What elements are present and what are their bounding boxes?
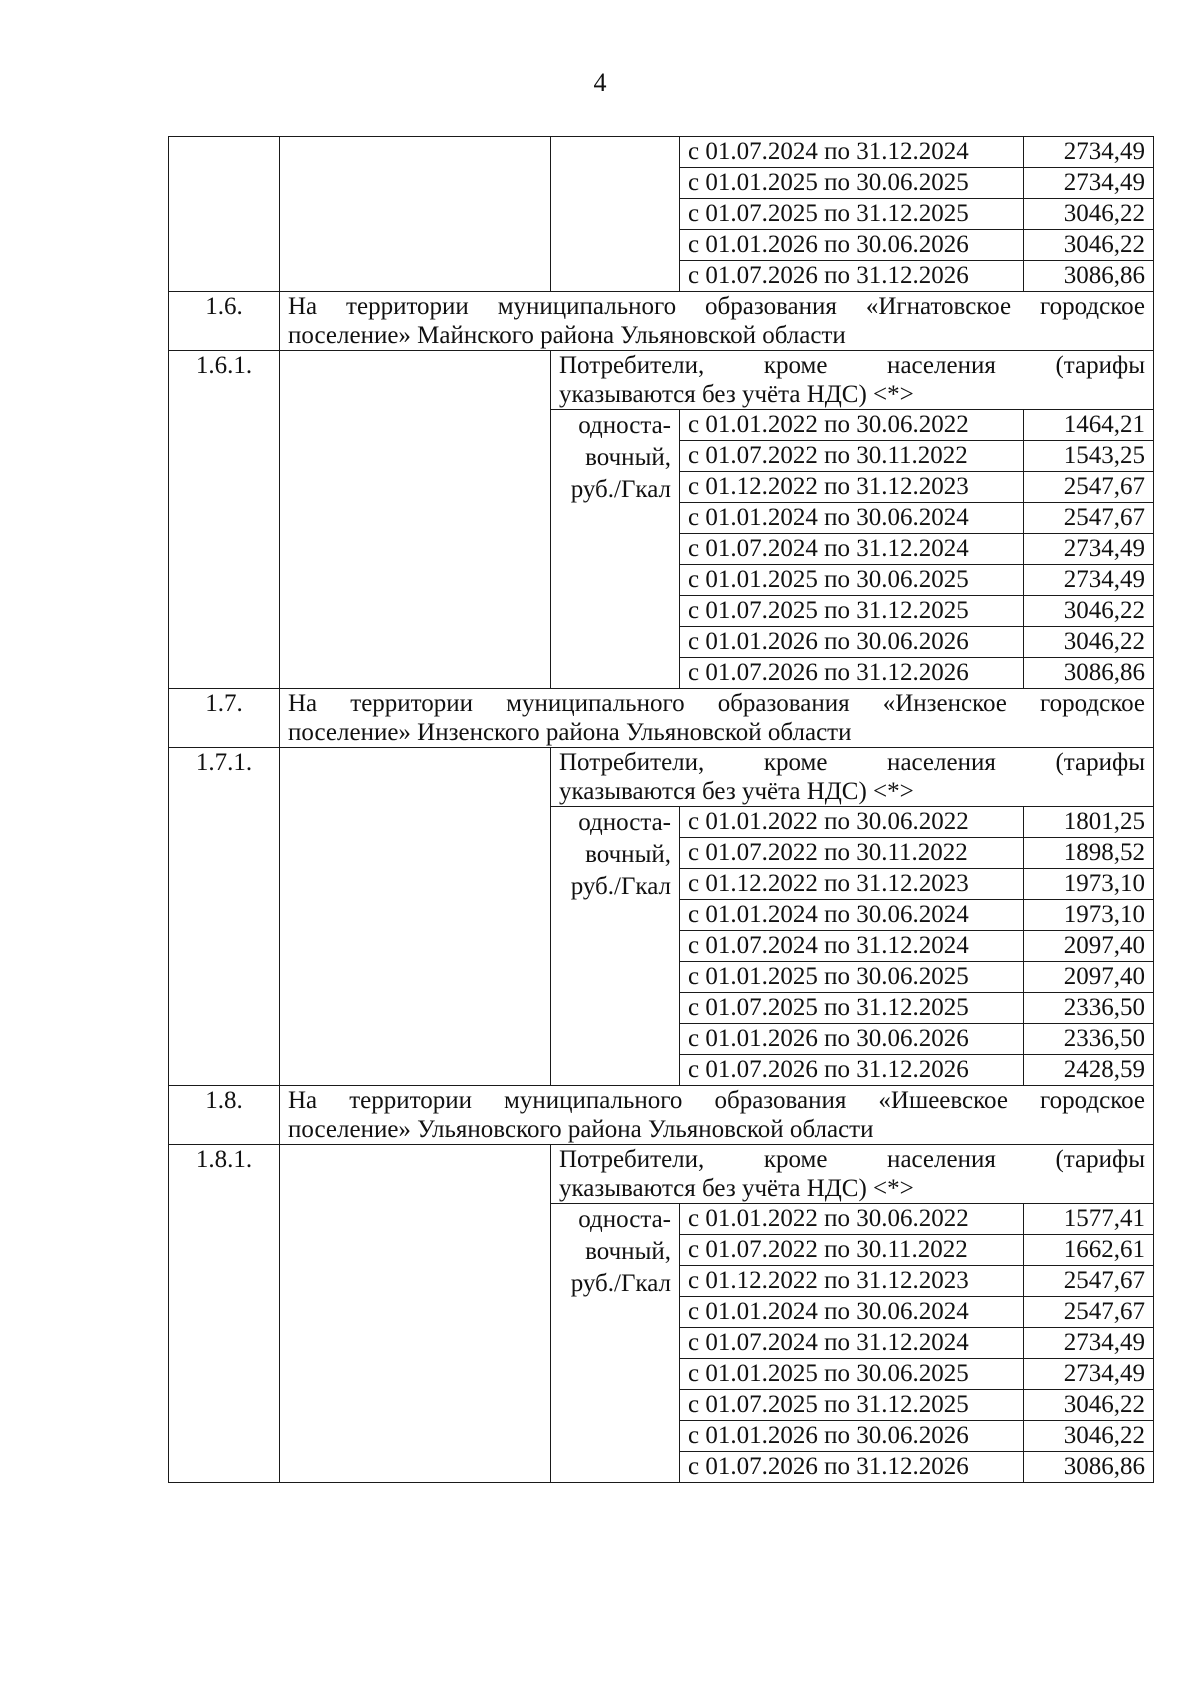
period-cell: с 01.01.2022 по 30.06.2022 [680,410,1024,441]
subsection-row [169,1145,1154,1204]
empty-number-cell [169,137,280,292]
section-header-row [169,1086,1154,1145]
tariff-unit: односта-вочный, руб./Гкал [551,410,680,689]
period-cell: с 01.07.2026 по 31.12.2026 [680,1055,1024,1086]
period-cell: с 01.07.2026 по 31.12.2026 [680,1452,1024,1483]
period-cell: с 01.01.2024 по 30.06.2024 [680,503,1024,534]
tariff-value-cell: 2734,49 [1024,1359,1154,1390]
tariff-value-cell: 3046,22 [1024,1390,1154,1421]
tariff-value-cell: 3086,86 [1024,261,1154,292]
section-title [280,292,1154,351]
tariff-value-cell: 2097,40 [1024,931,1154,962]
section-title-line: На территории муниципального образования «Инзенское городское [288,690,1145,717]
tariff-value-cell: 2336,50 [1024,1024,1154,1055]
period-cell: с 01.01.2026 по 30.06.2026 [680,230,1024,261]
tariff-value-cell: 3086,86 [1024,1452,1154,1483]
consumer-category-line: указываются без учёта НДС) <*> [559,381,914,408]
consumer-category-line: Потребители, кроме населения (тарифы [559,352,1145,379]
section-number: 1.6. [169,292,280,351]
period-cell: с 01.01.2025 по 30.06.2025 [680,962,1024,993]
period-cell: с 01.07.2025 по 31.12.2025 [680,1390,1024,1421]
tariff-value-cell: 2097,40 [1024,962,1154,993]
period-cell: с 01.01.2024 по 30.06.2024 [680,1297,1024,1328]
tariff-table-body [169,137,1154,1483]
subsection-row [169,351,1154,410]
tariff-value-cell: 1577,41 [1024,1204,1154,1235]
period-cell: с 01.07.2026 по 31.12.2026 [680,658,1024,689]
tariff-value-cell: 2547,67 [1024,1297,1154,1328]
tariff-value-cell: 2734,49 [1024,168,1154,199]
period-cell: с 01.12.2022 по 31.12.2023 [680,1266,1024,1297]
tariff-value-cell: 2734,49 [1024,137,1154,168]
period-cell: с 01.07.2024 по 31.12.2024 [680,137,1024,168]
tariff-value-cell: 1543,25 [1024,441,1154,472]
tariff-value-cell: 2734,49 [1024,565,1154,596]
page-number: 4 [593,68,607,97]
period-cell: с 01.07.2025 по 31.12.2025 [680,199,1024,230]
tariff-value-cell: 2734,49 [1024,534,1154,565]
section-number: 1.8. [169,1086,280,1145]
period-cell: с 01.01.2024 по 30.06.2024 [680,900,1024,931]
tariff-value-cell: 3086,86 [1024,658,1154,689]
section-title [280,689,1154,748]
period-cell: с 01.01.2026 по 30.06.2026 [680,1421,1024,1452]
period-cell: с 01.07.2024 по 31.12.2024 [680,1328,1024,1359]
consumer-category-line: Потребители, кроме населения (тарифы [559,1146,1145,1173]
period-cell: с 01.07.2025 по 31.12.2025 [680,993,1024,1024]
tariff-value-cell: 2428,59 [1024,1055,1154,1086]
section-header-row [169,292,1154,351]
tariff-value-cell: 1801,25 [1024,807,1154,838]
period-cell: с 01.07.2026 по 31.12.2026 [680,261,1024,292]
period-cell: с 01.01.2022 по 30.06.2022 [680,807,1024,838]
empty-subsection-cell [280,351,551,689]
tariff-value-cell: 2547,67 [1024,1266,1154,1297]
period-cell: с 01.07.2022 по 30.11.2022 [680,1235,1024,1266]
period-cell: с 01.12.2022 по 31.12.2023 [680,472,1024,503]
section-title-line: На территории муниципального образования «Ишеевское городское [288,1087,1145,1114]
tariff-value-cell: 1898,52 [1024,838,1154,869]
section-header-row [169,689,1154,748]
period-cell: с 01.07.2022 по 30.11.2022 [680,838,1024,869]
section-title [280,1086,1154,1145]
tariff-value-cell: 3046,22 [1024,199,1154,230]
section-title-line: поселение» Майнского района Ульяновской области [288,322,846,349]
subsection-number: 1.7.1. [169,748,280,1086]
tariff-value-cell: 1464,21 [1024,410,1154,441]
section-title-line: поселение» Ульяновского района Ульяновской области [288,1116,874,1143]
consumer-category [551,351,1154,410]
tariff-value-cell: 1973,10 [1024,869,1154,900]
section-title-line: На территории муниципального образования «Игнатовское городское [288,293,1145,320]
tariff-value-cell: 3046,22 [1024,230,1154,261]
period-cell: с 01.01.2026 по 30.06.2026 [680,1024,1024,1055]
consumer-category-line: Потребители, кроме населения (тарифы [559,749,1145,776]
tariff-value-cell: 2547,67 [1024,503,1154,534]
tariff-value-cell: 3046,22 [1024,1421,1154,1452]
period-cell: с 01.01.2025 по 30.06.2025 [680,565,1024,596]
period-cell: с 01.07.2022 по 30.11.2022 [680,441,1024,472]
tariff-value-cell: 2547,67 [1024,472,1154,503]
period-cell: с 01.01.2025 по 30.06.2025 [680,168,1024,199]
table-row [169,137,1154,168]
consumer-category [551,1145,1154,1204]
empty-category-cell [280,137,551,292]
section-number: 1.7. [169,689,280,748]
empty-unit-cell [551,137,680,292]
tariff-unit: односта-вочный, руб./Гкал [551,807,680,1086]
tariff-value-cell: 1973,10 [1024,900,1154,931]
period-cell: с 01.01.2022 по 30.06.2022 [680,1204,1024,1235]
consumer-category [551,748,1154,807]
tariff-value-cell: 1662,61 [1024,1235,1154,1266]
tariff-value-cell: 3046,22 [1024,596,1154,627]
tariff-value-cell: 3046,22 [1024,627,1154,658]
tariff-table [168,136,1154,1483]
period-cell: с 01.01.2025 по 30.06.2025 [680,1359,1024,1390]
empty-subsection-cell [280,748,551,1086]
period-cell: с 01.12.2022 по 31.12.2023 [680,869,1024,900]
empty-subsection-cell [280,1145,551,1483]
tariff-value-cell: 2336,50 [1024,993,1154,1024]
consumer-category-line: указываются без учёта НДС) <*> [559,778,914,805]
tariff-unit: односта-вочный, руб./Гкал [551,1204,680,1483]
period-cell: с 01.07.2025 по 31.12.2025 [680,596,1024,627]
period-cell: с 01.07.2024 по 31.12.2024 [680,534,1024,565]
consumer-category-line: указываются без учёта НДС) <*> [559,1175,914,1202]
subsection-number: 1.8.1. [169,1145,280,1483]
subsection-row [169,748,1154,807]
subsection-number: 1.6.1. [169,351,280,689]
period-cell: с 01.07.2024 по 31.12.2024 [680,931,1024,962]
period-cell: с 01.01.2026 по 30.06.2026 [680,627,1024,658]
section-title-line: поселение» Инзенского района Ульяновской области [288,719,852,746]
tariff-value-cell: 2734,49 [1024,1328,1154,1359]
